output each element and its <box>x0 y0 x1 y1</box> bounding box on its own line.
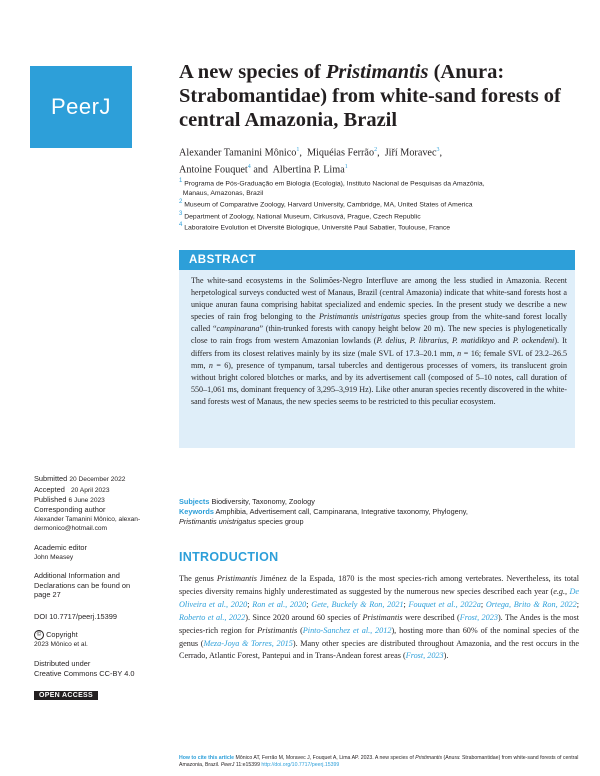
corr-email-link[interactable]: dermonico@hotmail.com <box>34 525 108 533</box>
citation-link[interactable]: Pinto-Sanchez et al., 2012 <box>302 625 392 635</box>
open-access-badge: OPEN ACCESS <box>34 691 98 700</box>
affiliations <box>179 177 579 233</box>
license: Distributed under Creative Commons CC-BY 4.0 <box>34 659 174 678</box>
submission-dates: Submitted 20 December 2022 Accepted 20 April 2023 Published 6 June 2023 <box>34 474 126 505</box>
subjects-keywords: Subjects Biodiversity, Taxonomy, Zoology Keywords Amphibia, Advertisement call, Campinarana, Integrative taxonomy, Phylogeny, Pristimantis unistrigatus species group <box>179 497 468 526</box>
author-name[interactable]: Alexander Tamanini Mônico <box>179 147 297 159</box>
copyright-icon: © <box>34 630 44 640</box>
introduction-text: The genus Pristimantis Jiménez de la Espada, 1870 is the most species-rich among vertebrates. Nevertheless, its total species diversity remains highly underestimated as suggested by the numerous new species described each year (e.g., De Oliveira et al., 2020; Ron et al., 2020; Gete, Buckely & Ron, 2021; Fouquet et al., 2022a; Ortega, Brito & Ron, 2022; Roberto et al., 2022). Since 2020 around 60 species of Pristimantis were described (Frost, 2023). The Andes is the most species-rich region for Pristimantis (Pinto-Sanchez et al., 2012), hosting more than 60% of the nominal species of the genus (Meza-Joya & Torres, 2015). Many other species are distributed throughout Amazonia, and the rest occurs in the Cerrado, Atlantic Forest, Pantepui and in Trans-Andean forest areas (Frost, 2023). <box>179 574 580 661</box>
citation-link[interactable]: Frost, 2023 <box>405 651 444 661</box>
corresponding-author: Corresponding author Alexander Tamanini Mônico, alexan- dermonico@hotmail.com <box>34 505 174 534</box>
abstract-box <box>179 250 575 448</box>
author-name[interactable]: Jiří Moravec <box>384 147 437 159</box>
doi-link[interactable]: http://doi.org/10.7717/peerj.15399 <box>261 762 340 768</box>
affiliation: $^3$ Department of Zoology, National Museum, Cirkusová, Prague, Czech Republic <box>179 210 421 221</box>
citation-link[interactable]: Roberto et al., 2022 <box>179 612 246 622</box>
logo-text: PeerJ <box>51 94 111 119</box>
citation-link[interactable]: Ron et al., 2020 <box>252 599 307 609</box>
abstract-heading: ABSTRACT <box>179 250 575 270</box>
additional-info: Additional Information and Declarations can be found on page 27 <box>34 571 131 600</box>
author-name[interactable]: Miquéias Ferrão <box>307 147 375 159</box>
affiliation: $^4$ Laboratoire Evolution et Diversité Biologique, Université Paul Sabatier, Toulouse, France <box>179 222 451 232</box>
citation-link[interactable]: De Oliveira et al., 2020 <box>179 586 579 609</box>
copyright: © Copyright 2023 Mônico et al. <box>34 630 88 649</box>
author-list: Alexander Tamanini Mônico$^1$, Miquéias Ferrão$^2$, Jiří Moravec$^3$, Antoine Fouquet$^4$ and Albertina P. Lima$^1$ <box>179 147 443 176</box>
peerj-logo <box>30 66 132 148</box>
citation-link[interactable]: Ortega, Brito & Ron, 2022 <box>485 599 577 609</box>
citation-link[interactable]: Meza-Joya & Torres, 2015 <box>203 638 293 648</box>
affiliation: $^1$ Programa de Pós-Graduação em Biologia (Ecologia), Instituto Nacional de Pesquisas da Amazônia, <box>179 178 485 188</box>
doi[interactable]: DOI 10.7717/peerj.15399 <box>34 612 118 621</box>
citation-link[interactable]: Gete, Buckely & Ron, 2021 <box>311 599 404 609</box>
affiliation-cont: Manaus, Amazonas, Brazil <box>182 189 264 197</box>
page-title: A new species of Pristimantis (Anura: Strabomantidae) from white-sand forests of central Amazonia, Brazil <box>179 61 561 131</box>
how-to-cite: How to cite this article Mônico AT, Ferrão M, Moravec J, Fouquet A, Lima AP. 2023. A new species of Pristimantis (Anura: Strabomantidae) from white-sand forests of central Amazonia, Brazil. PeerJ 11:e15399 http://doi.org/10.7717/peerj.15399 <box>179 755 579 768</box>
citation-link[interactable]: Frost, 2023 <box>459 612 498 622</box>
academic-editor: Academic editor John Measey <box>34 543 87 561</box>
author-name[interactable]: Antoine Fouquet <box>179 164 248 176</box>
license-link[interactable]: Creative Commons CC-BY 4.0 <box>34 668 135 678</box>
citation-link[interactable]: Fouquet et al., 2022a <box>408 599 481 609</box>
section-heading-introduction: INTRODUCTION <box>179 550 279 564</box>
affiliation: $^2$ Museum of Comparative Zoology, Harvard University, Cambridge, MA, United States of America <box>179 199 473 209</box>
author-name[interactable]: Albertina P. Lima <box>272 164 345 176</box>
abstract-text: The white-sand ecosystems in the Solimões-Negro Interfluve are among the less studied in Amazonia. Recent herpetological surveys conducted west of Manaus, Brazil (central Amazonia) indicate that white-sand forests host a unique anuran fauna comprising habitat specialized and endemic species. In the present study we describe a new species of rain frog belonging to the Pristimantis unistrigatus species group from the white-sand forest locally called “campinarana” (thin-trunked forests with canopy height below 20 m). The new species is phylogenetically close to rain frogs from western Amazonian lowlands (P. delius, P. librarius, P. matidiktyo and P. ockendeni). It differs from its closest relatives mainly by its size (male SVL of 17.3–20.1 mm, n = 16; female SVL of 23.2–26.5 mm, n = 6), presence of tympanum, tarsal tubercles and dentigerous processes of vomers, its translucent groin without bright colored blotches or marks, and by its advertisement call (composed of 5–10 notes, call duration of 550–1,061 ms, dominant frequency of 3,295–3,919 Hz). Like other anuran species recently discovered in the white-sand forests west of Manaus, the new species seems to be restricted to this peculiar ecosystem. <box>191 276 568 406</box>
